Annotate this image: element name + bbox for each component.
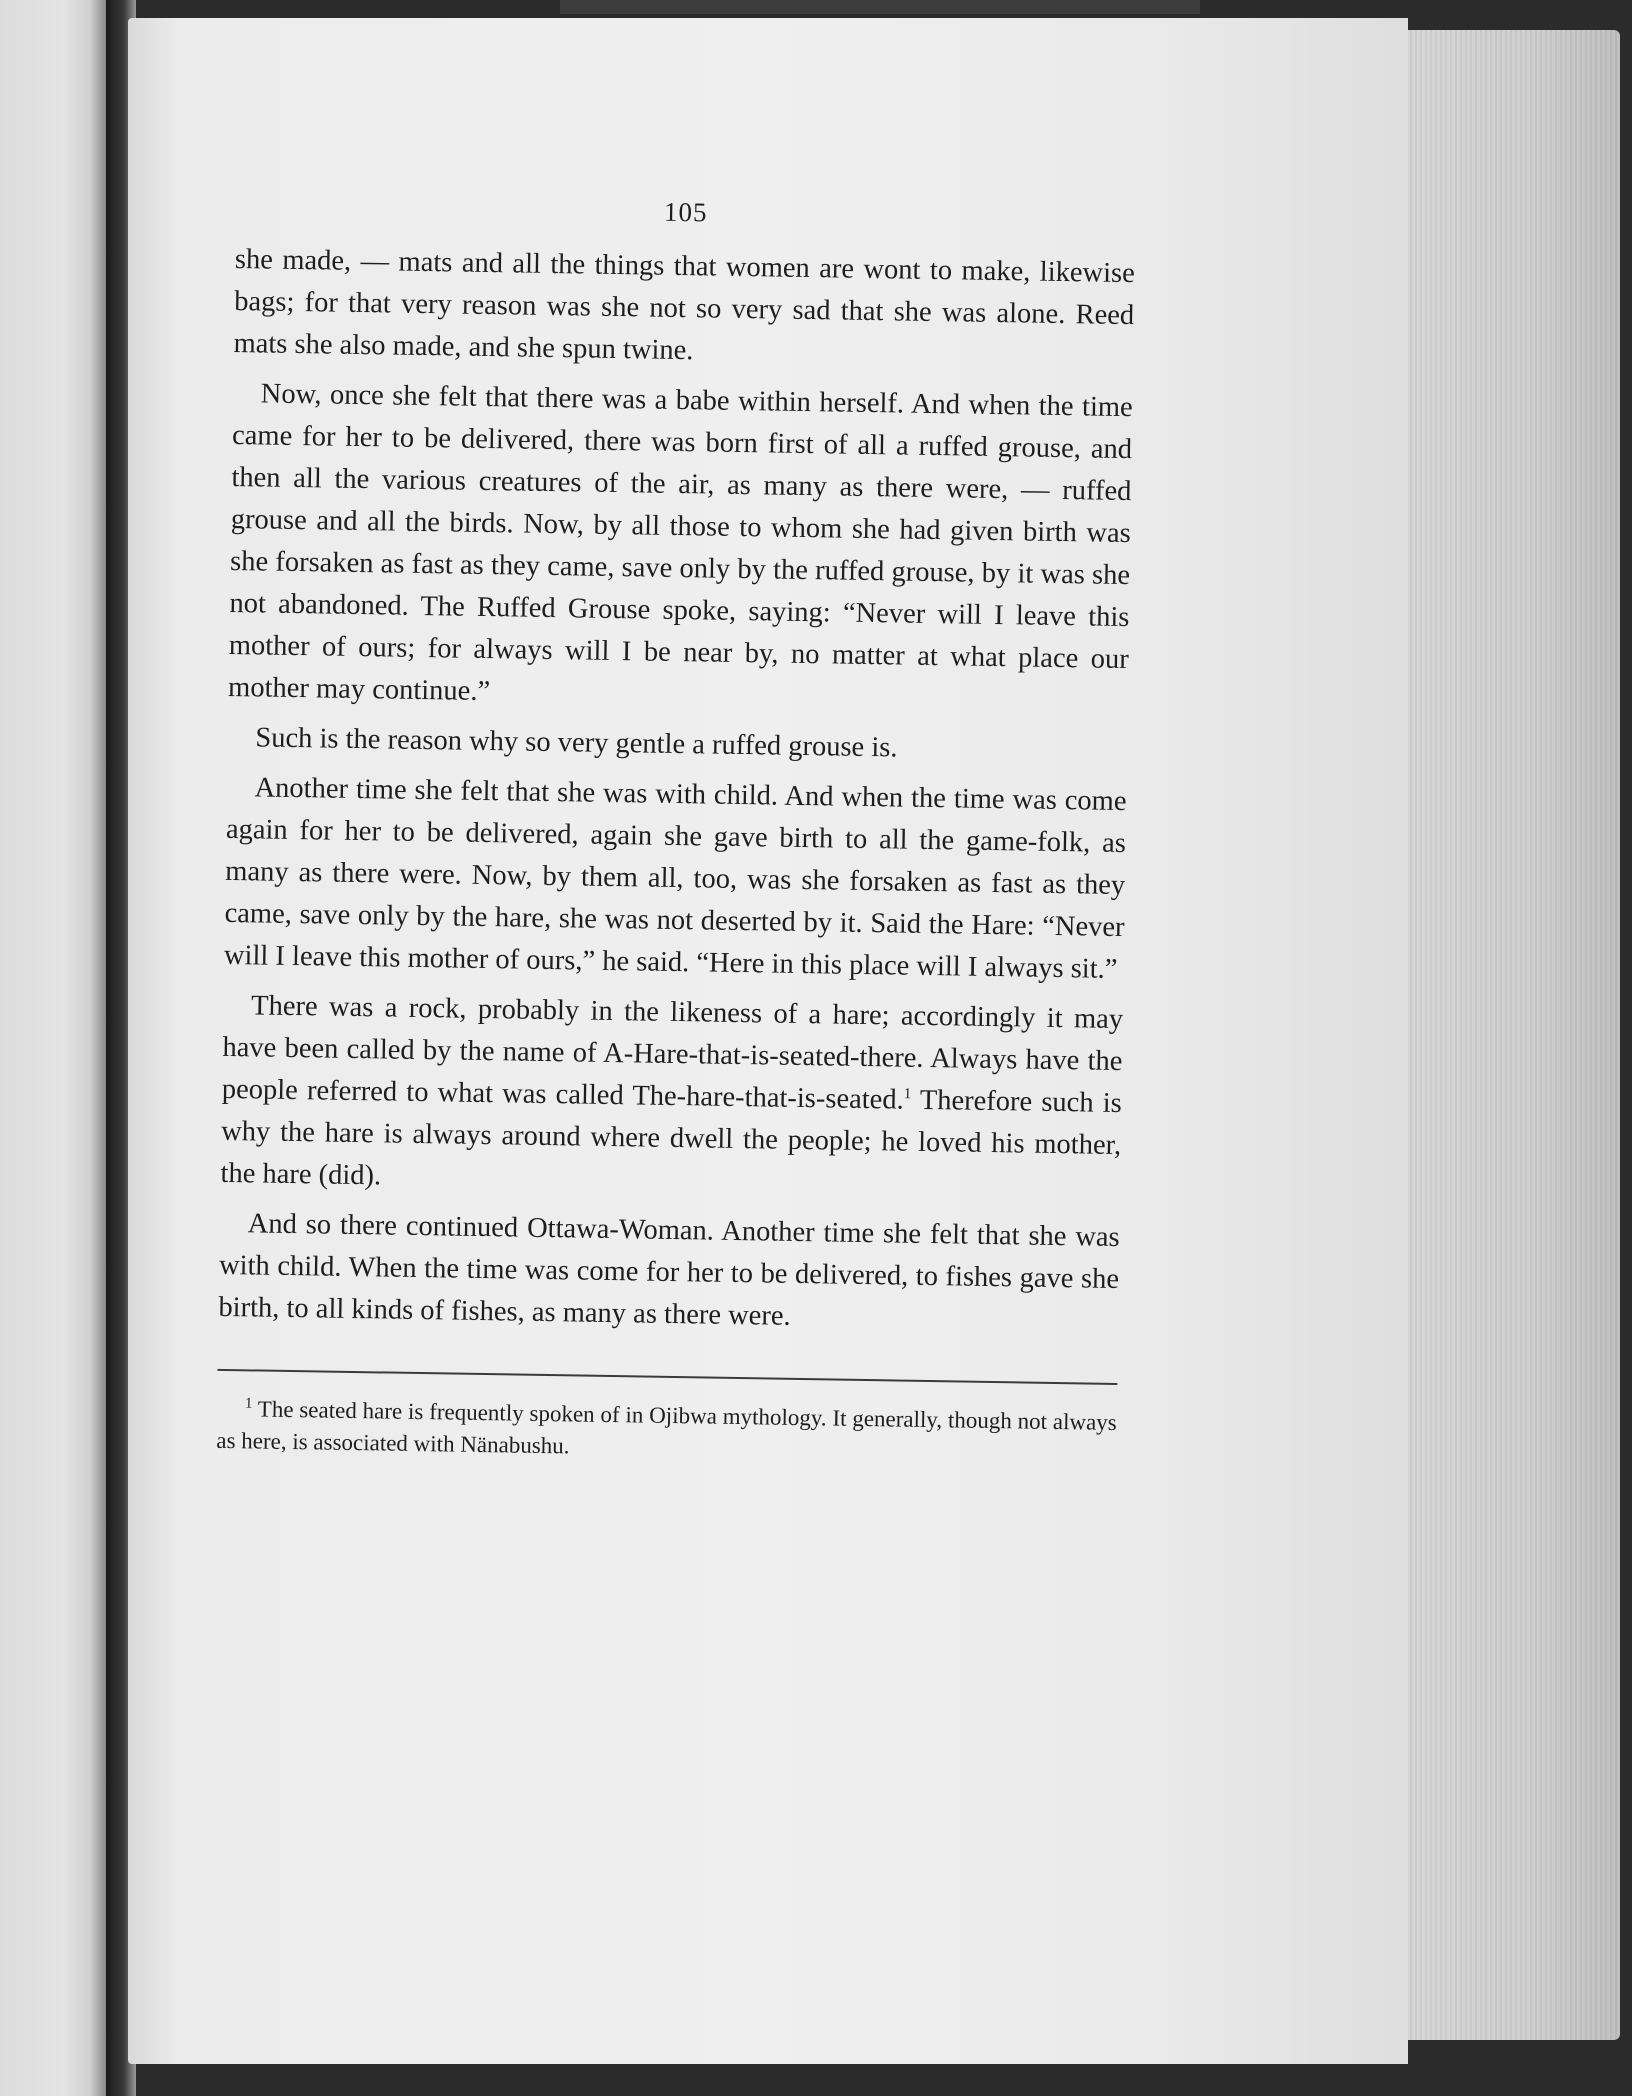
page-content [216, 190, 1136, 1471]
top-shadow-strip [560, 0, 1200, 14]
paragraph-1: she made, — mats and all the things that women are wont to make, likewise bags; for that very reason was she not so very sad that she was alone. Reed mats she also made, and she spun twine. [233, 243, 1136, 367]
paragraph-2: Now, once she felt that there was a babe within herself. And when the time came for her to be delivered, there was born first of all a ruffed grouse, and then all the various creatures of the air, as many as there were, — ruffed grouse and all the birds. Now, by all those to whom she had given birth was she forsaken as fast as they came, save only by the ruffed grouse, by it was she not abandoned. The Ruffed Grouse spoke, saying: “Never will I leave this mother of ours; for always will I be near by, no matter at what place our mother may continue.” [227, 378, 1133, 708]
page-number: 105 [663, 196, 708, 228]
paragraph-5-part-1: There was a rock, probably in the likeness of a hare; accordingly it may have been called by the name of A-Hare-that-is-seated-there. Always have the people referred to what was called The-hare-that-is-seated. [221, 990, 1124, 1116]
footnote-reference: 1 [903, 1086, 912, 1103]
footnote-marker: 1 [244, 1395, 253, 1412]
paragraph-6: And so there continued Ottawa-Woman. Another time she felt that she was with child. When the time was come for her to be delivered, to fishes gave she birth, to all kinds of fishes, as many as there were. [218, 1208, 1120, 1332]
paragraph-5 [220, 985, 1123, 1209]
paragraph-4: Another time she felt that she was with child. And when the time was come again for her to be delivered, again she gave birth to all the game-folk, as many as there were. Now, by them all, too, was she forsaken as fast as they came, save only by the hare, she was not deserted by it. Said the Hare: “Never will I leave this mother of ours,” he said. “Here in this place will I always sit.” [223, 772, 1127, 985]
footnote-text: The seated hare is frequently spoken of in Ojibwa mythology. It generally, though not always as here, is associated with Nänabushu. [216, 1396, 1117, 1459]
paragraph-5-part-2: Therefore such is why the hare is always around where dwell the people; he loved his mother, the hare (did). [220, 1084, 1122, 1192]
paragraph-3: Such is the reason why so very gentle a ruffed grouse is. [255, 722, 898, 764]
footnote-divider [217, 1369, 1117, 1385]
previous-page-edge [0, 0, 106, 2096]
